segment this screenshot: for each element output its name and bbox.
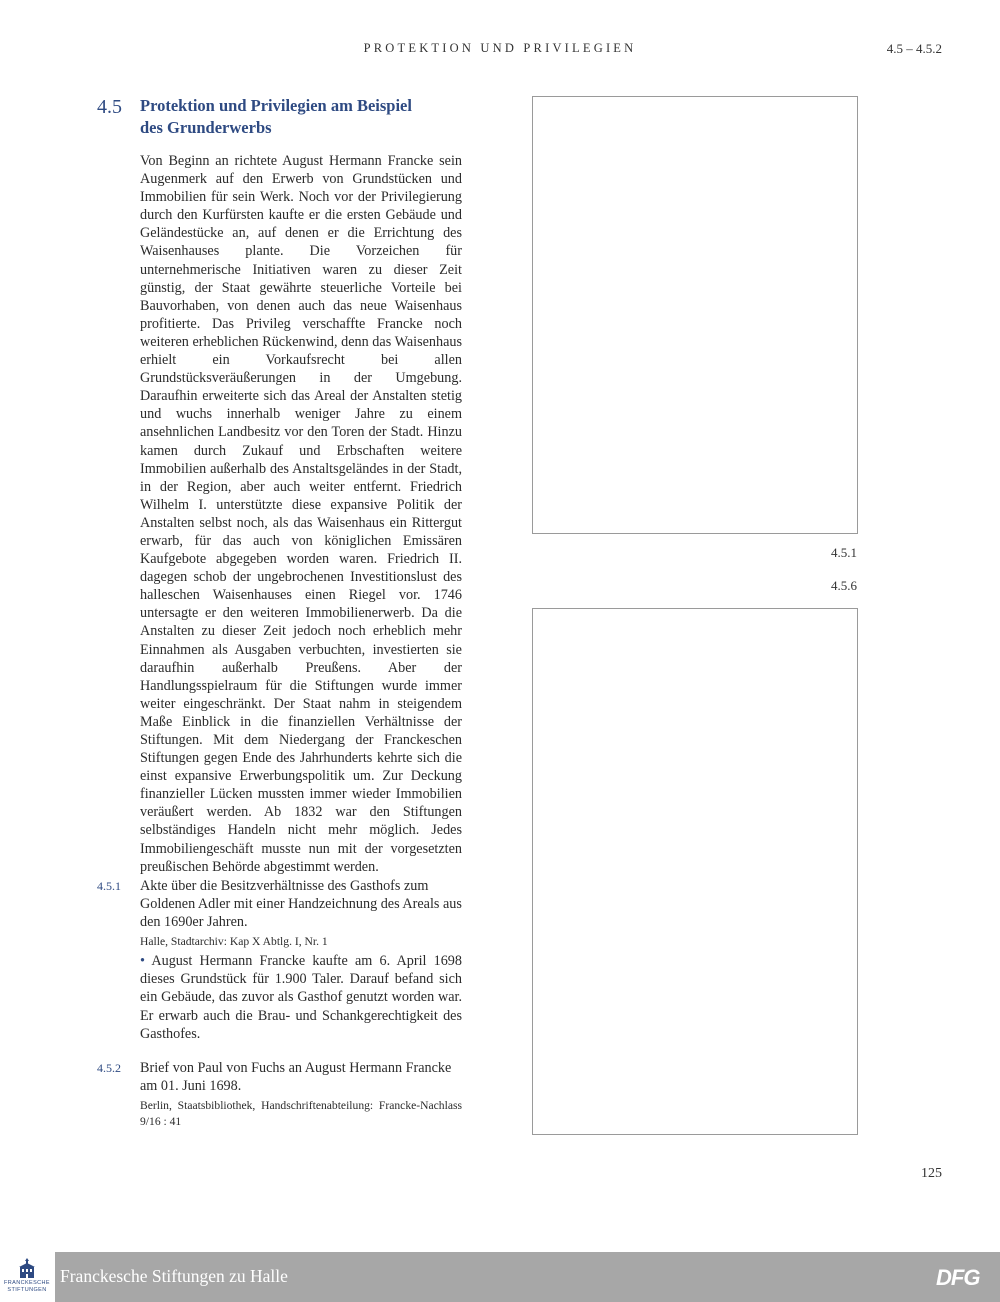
page-range: 4.5 – 4.5.2 [886,41,942,56]
caption-1-title: Akte über die Besitzverhältnisse des Gasthofs zum Goldenen Adler mit einer Handzeichnung des Areals aus den 1690er Jahren. [140,878,462,931]
running-head: PROTEKTION UND PRIVILEGIEN [363,41,637,55]
caption-1 [140,877,462,1043]
body-text: Von Beginn an richtete August Hermann Francke sein Augenmerk auf den Erwerb von Grundstücken und Immobilien für sein Werk. Noch vor der Privilegierung durch den Kurfürsten kaufte er die ersten Gebäude und Geländestücke an, auf denen er die Errichtung des Waisenhauses plante. Die Vorzeichen für unternehmerische Initiativen waren zu dieser Zeit günstig, der Staat gewährte steuerliche Vorteile bei Bauvorhaben, von denen auch das neue Waisenhaus profitierte. Das Privileg verschaffte Francke noch weiteren erheblichen Rückenwind, denn das Waisenhaus erhielt ein Vorkaufsrecht bei allen Grundstücksveräußerungen in der Umgebung. Daraufhin erweiterte sich das Areal der Anstalten stetig und wuchs innerhalb weniger Jahre zu einem ansehnlichen Landbesitz vor den Toren der Stadt. Hinzu kamen durch Zukauf und Erbschaften weitere Immobilien außerhalb des Anstaltsgeländes in der Stadt, in der Region, aber auch weiter entfernt. Friedrich Wilhelm I. unterstützte diese expansive Politik der Anstalten selbst noch, als das Waisenhaus ein Rittergut erwarb, für das auch von königlichen Emissären Kaufgebote abgegeben worden waren. Friedrich II. dagegen schob der ungebrochenen Investitionslust des halleschen Waisenhauses einen Riegel vor. 1746 untersagte er den weiteren Immobilienerwerb. Da die Anstalten zu dieser Zeit jedoch noch erheblich mehr Einnahmen als Ausgaben verbuchten, investierten sie daraufhin außerhalb Preußens. Aber der Handlungsspielraum für die Stiftungen wurde immer weiter eingeschränkt. Der Staat nahm in steigendem Maße Einblick in die finanziellen Verhältnisse der Stiftungen. Mit dem Niedergang der Franckeschen Stiftungen gegen Ende des Jahrhunderts kehrte sich die einst expansive Erwerbungspolitik um. Zur Deckung finanzieller Lücken mussten immer wieder Immobilien veräußert werden. Ab 1832 war den Stiftungen selbständiges Handeln nicht mehr möglich. Jedes Immobiliengeschäft musste nun mit der vorgesetzten preußischen Behörde abgestimmt werden. [140,153,462,875]
caption-2-source: Berlin, Staatsbibliothek, Handschriftenabteilung: Francke-Nachlass 9/16 : 41 [140,1099,462,1129]
caption-number-1: 4.5.1 [97,879,121,893]
logo-text-line-2: STIFTUNGEN [7,1286,47,1293]
orphanage-building-icon [17,1258,37,1280]
caption-2-title: Brief von Paul von Fuchs an August Hermann Francke am 01. Juni 1698. [140,1060,452,1095]
caption-1-note-text: August Hermann Francke kaufte am 6. April 1698 dieses Grundstück für 1.900 Taler. Darauf befand sich ein Gebäude, das zuvor als Gasthof genutzt worden war. Er erwarb auch die Brau- und Schankgerechtigkeit des Gasthofes. [140,953,462,1042]
footer-institution-name: Franckesche Stiftungen zu Halle [60,1266,288,1286]
section-title-line-2: des Grunderwerbs [140,118,272,137]
dfg-logo: DFG [936,1265,980,1290]
bullet-icon: • [140,953,145,970]
figure-frame-bottom [532,608,858,1135]
caption-1-note [140,952,462,1042]
figure-label-top: 4.5.1 [831,545,857,560]
section-title [140,95,470,139]
caption-2 [140,1059,462,1130]
caption-number-2: 4.5.2 [97,1061,121,1075]
caption-1-source: Halle, Stadtarchiv: Kap X Abtlg. I, Nr. 1 [140,935,328,949]
figure-frame-top [532,96,858,534]
section-title-line-1: Protektion und Privilegien am Beispiel [140,96,412,115]
institution-logo [4,1258,50,1302]
logo-text-line-1: FRANCKESCHE [4,1280,50,1286]
page-folio: 125 [921,1166,942,1181]
section-number: 4.5 [97,96,122,118]
figure-label-bottom: 4.5.6 [831,578,857,593]
